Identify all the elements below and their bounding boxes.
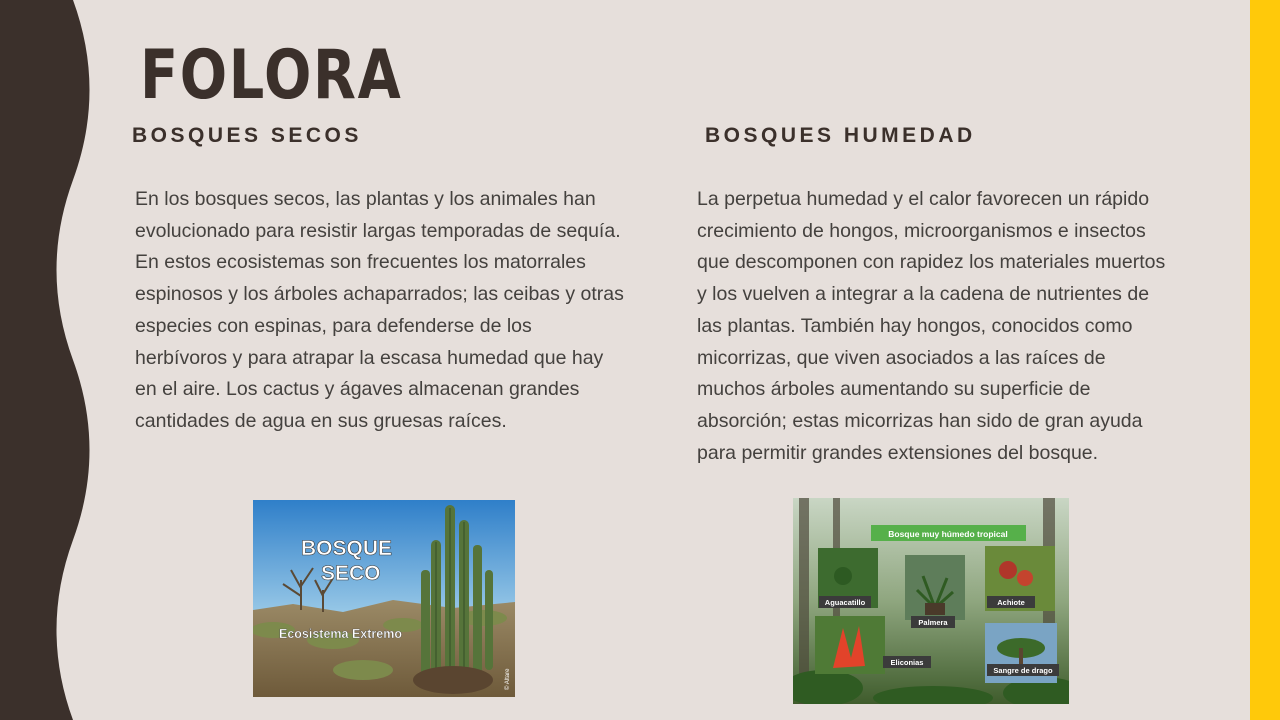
label-palmera: Palmera [918,618,948,627]
image-title-line1: BOSQUE [301,537,393,560]
wavy-border-decoration [0,0,110,720]
slide-title: FOLORA [140,36,403,115]
banner-text: Bosque muy húmedo tropical [888,529,1008,539]
label-sangre-de-drago: Sangre de drago [993,666,1053,675]
dry-forest-image [253,500,515,697]
humid-forest-image [793,498,1069,704]
paragraph-bosques-humedad: La perpetua humedad y el calor favorecen un rápido crecimiento de hongos, microorganismos e insectos que descomponen con rapidez los materiales muertos y los vuelven a integrar a la cadena de nutrientes de las plantas. También hay hongos, conocidos como micorrizas, que viven asociados a las raíces de muchos árboles aumentando su superficie de absorción; estas micorrizas han sido de gran ayuda para permitir grandes extensiones del bosque. [697,188,1166,464]
image-credit: © Altare [505,668,511,690]
accent-stripe [1250,0,1280,720]
paragraph-bosques-secos: En los bosques secos, las plantas y los animales han evolucionado para resistir largas temporadas de sequía. En estos ecosistemas son frecuentes los matorrales espinosos y los árboles achaparrados; las ceibas y otras especies con espinas, para defenderse de los herbívoros y para atrapar la escasa humedad que hay en el aire. Los cactus y ágaves almacenan grandes cantidades de agua en sus gruesas raíces. [135,188,624,432]
heading-bosques-humedad: BOSQUES HUMEDAD [705,124,976,147]
image-caption: Ecosistema Extremo [279,627,402,641]
label-aguacatillo: Aguacatillo [824,598,866,607]
image-title-line2: SECO [321,562,381,585]
label-achiote: Achiote [997,598,1025,607]
label-eliconias: Eliconias [890,658,924,667]
heading-bosques-secos: BOSQUES SECOS [132,124,362,147]
